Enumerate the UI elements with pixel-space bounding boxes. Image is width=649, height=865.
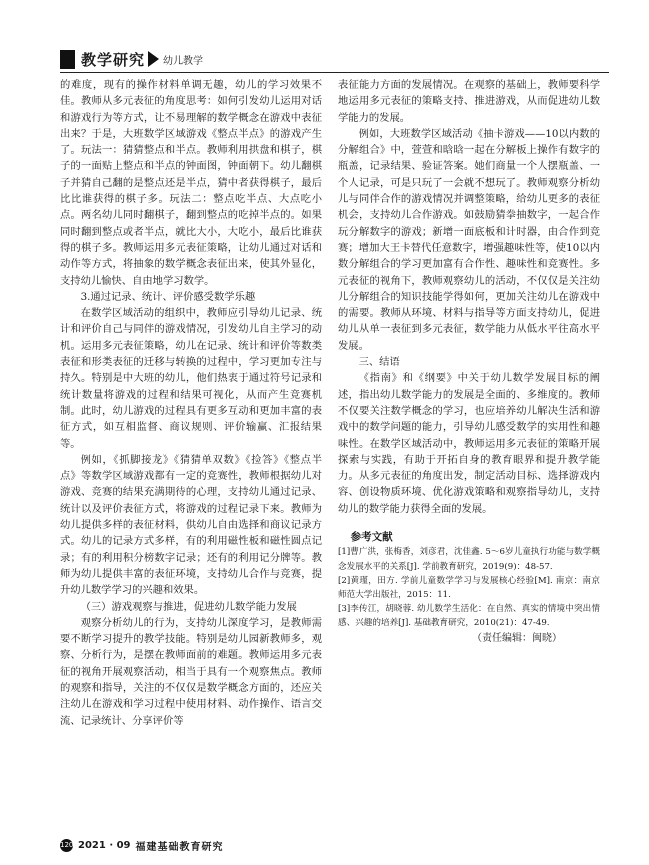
page-header [60,48,203,70]
references-title: 参考文献 [350,531,393,544]
reference-item: [1]曹广洪，张梅香，刘彦君，沈佳鑫. 5～6岁儿童执行功能与数学概念发展水平的关系[J]. 学前教育研究，2019(9)：48-57. [338,547,600,572]
page-footer [60,838,224,853]
arrow-icon [148,51,159,67]
reference-item: [3]李传江，胡晓蓉. 幼儿数学生活化：在自然、真实的情境中突出情感、兴趣的培养[J]. 基础教育研究，2010(21)：47-49. [338,604,600,629]
section-heading: （三）游戏观察与推进，促进幼儿数学能力发展 [80,600,297,613]
issue-number: 2021 · 09 [78,840,131,851]
paragraph: 的难度，现有的操作材料单调无趣，幼儿的学习效果不佳。教师从多元表征的角度思考：如何引发幼儿运用对话和游戏行为等方式，让不易理解的数学概念在游戏中表征出来？于是，大班数学区域游戏《整点半点》的游戏产生了。玩法一：猜猜整点和半点。教师利用拱盘和棋子，棋子的一面贴上整点和半点的钟面图，钟面朝下。幼儿翻棋子并猜自己翻的是整点还是半点，猜中者获得棋子，最后比比谁获得的棋子多。玩法二：整点吃半点、大点吃小点。两名幼儿同时翻棋子，翻到整点的吃掉半点的。如果同时翻到整点或者半点，就比大小，大吃小，最后比谁获得的棋子多。教师运用多元表征策略，让幼儿通过对话和动作等方式，将抽象的数学概念表征出来，使其外显化，支持幼儿愉快、自由地学习数学。 [60,79,322,287]
paragraph: 例如，大班数学区域活动《抽卡游戏——10以内数的分解组合》中，萱萱和晗晗一起在分解板上操作有数字的瓶盖，记录结果、验证答案。她们商量一个人摆瓶盖、一个人记录，可是只玩了一会就不想玩了。教师观察分析幼儿与同伴合作的游戏情况并调整策略，给幼儿更多的表征机会，支持幼儿合作游戏。如鼓励猜拳抽数字，一起合作玩分解数字的游戏；新增一面底板和计时器，由合作到竞赛；增加大王卡替代任意数字，增强趣味性等，使10以内数分解组合的学习更加富有合作性、趣味性和竞赛性。多元表征的视角下，教师观察幼儿的活动，不仅仅是关注幼儿分解组合的知识技能学得如何，更加关注幼儿在游戏中的需要。教师从环境、材料与指导等方面支持幼儿，促进幼儿从单一表征到多元表征，数学能力从低水平往高水平发展。 [338,127,600,352]
section-title: 教学研究 [81,50,146,69]
section-subtitle: 幼儿教学 [163,55,204,67]
editor-credit: （责任编辑：闽晓） [472,632,562,644]
left-column [60,77,322,729]
reference-item: [2]黄瑾，田方. 学前儿童数学学习与发展核心经验[M]. 南京：南京师范大学出版社，2015：11. [338,575,600,600]
page-number: 120 [60,839,73,852]
header-divider [60,72,609,73]
paragraph: 观察分析幼儿的行为，支持幼儿深度学习，是教师需要不断学习提升的教学技能。特别是幼儿园新教师多，观察、分析行为，是摆在教师面前的难题。教师运用多元表征的视角开展观察活动，相当于具有一个观察焦点。教师的观察和指导，关注的不仅仅是数学概念方面的，还应关注幼儿在游戏和学习过程中使用材料、动作操作、语言交流、记录统计、分享评价等 [60,616,322,727]
conclusion-heading: 三、结语 [358,356,400,369]
paragraph: 表征能力方面的发展情况。在观察的基础上，教师要科学地运用多元表征的策略支持、推进游戏，从而促进幼儿数学能力的发展。 [338,79,600,124]
paragraph: 例如，《抓脚接龙》《猜猜单双数》《捡答》《整点半点》等数学区域游戏都有一定的竞赛性，教师根据幼儿对游戏、竞赛的结果充满期待的心理，支持幼儿通过记录、统计以及评价表征方式，将游戏的过程记录下来。教师为幼儿提供多样的表征材料，供幼儿自由选择和商议记录方式。幼儿的记录方式多样，有的利用磁性板和磁性圆点记录；有的利用积分榜数字记录；还有的利用记分牌等。教师为幼儿提供丰富的表征环境，支持幼儿合作与竞赛，提升幼儿数学学习的兴趣和效果。 [60,453,322,597]
right-column [338,77,600,647]
paragraph: 在数学区域活动的组织中，教师应引导幼儿记录、统计和评价自己与同伴的游戏情况，引发幼儿自主学习的动机。运用多元表征策略，幼儿在记录、统计和评价等数类表征和形类表征的迁移与转换的过程中，学习更加专注与持久。特别是中大班的幼儿，他们热衷于通过符号记录和统计数量将游戏的过程和结果可视化，从而产生竞赛机制。此时，幼儿游戏的过程具有更多互动和更加丰富的表征方式，如互相监督、商议规则、评价输赢、汇报结果等。 [60,307,322,450]
journal-name: 福建基础教育研究 [135,842,224,853]
header-block-mark [60,50,75,69]
subsection-heading: 3.通过记录、统计、评价感受数学乐趣 [80,290,256,303]
paragraph: 《指南》和《纲要》中关于幼儿数学发展目标的阐述，指出幼儿数学能力的发展是全面的、多维度的。教师不仅要关注数学概念的学习，也应培养幼儿解决生活和游戏中的数学问题的能力，引导幼儿感受数学的实用性和趣味性。在数学区域活动中，教师运用多元表征的策略开展探索与实践，有助于开拓自身的教育眼界和提升教学能力。从多元表征的角度出发，制定活动目标、选择游戏内容、创设物质环境、优化游戏策略和观察指导幼儿，支持幼儿的数学能力获得全面的发展。 [338,372,600,515]
